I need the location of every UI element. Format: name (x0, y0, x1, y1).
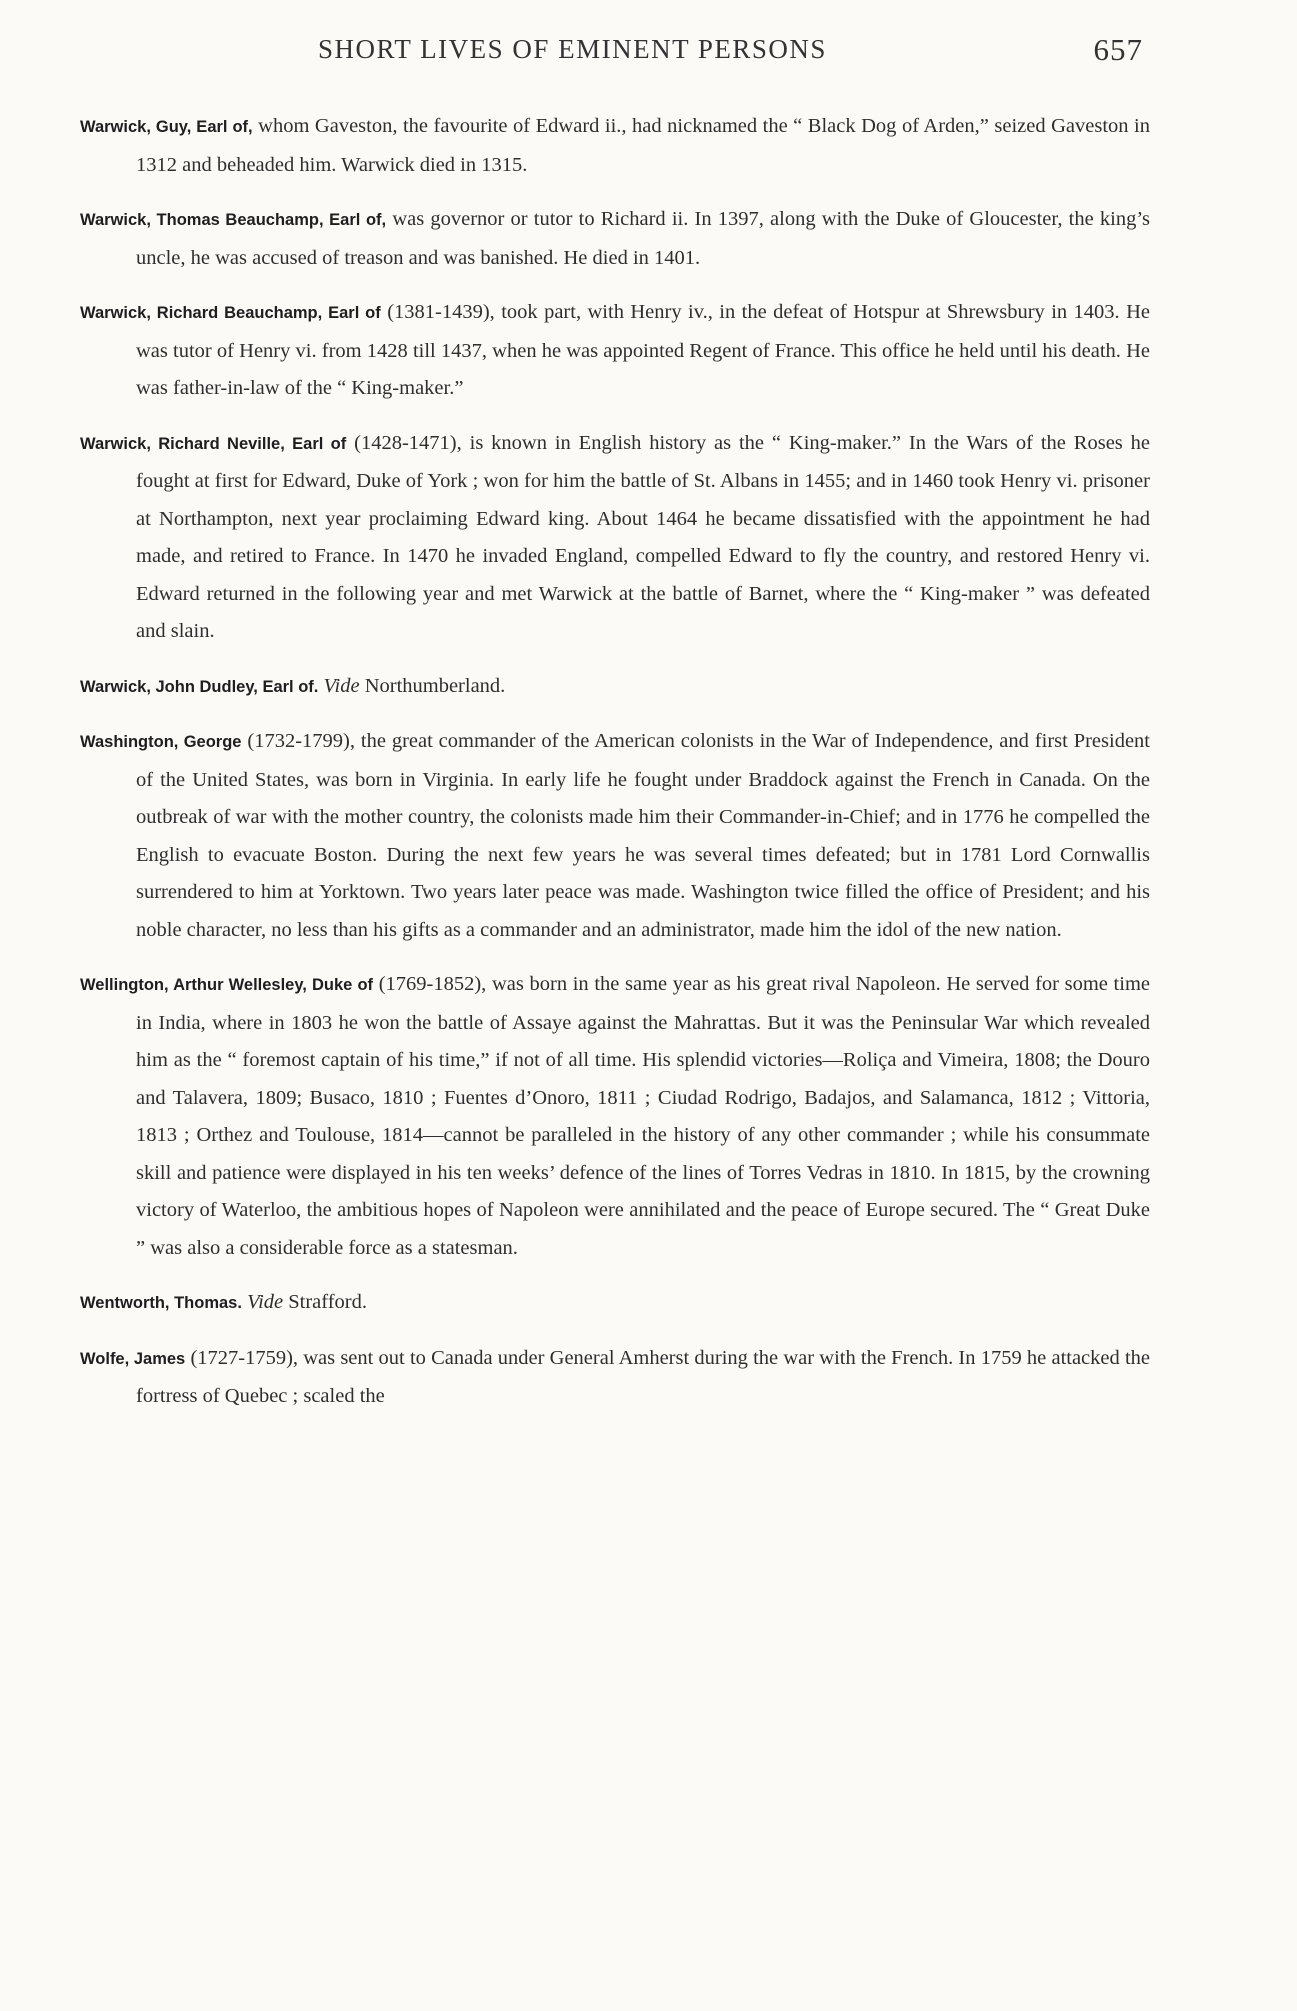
page-number: 657 (1093, 32, 1143, 67)
entry-headword: Warwick, Richard Beauchamp, Earl of (80, 304, 381, 322)
running-head (318, 34, 1143, 74)
entry-text: whom Gaveston, the favourite of Edward ii., had nicknamed the “ Black Dog of Arden,” seized Gaveston in 1312 and beheaded him. Warwick died in 1315. (136, 115, 1150, 176)
entry-headword: Warwick, Richard Neville, Earl of (80, 434, 347, 453)
entry-text: (1769-1852), was born in the same year as his great rival Napoleon. He served for some time in India, where in 1803 he won the battle of Assaye against the Mahrattas. But it was the Peninsular War which revealed him as the “ foremost captain of his time,” if not of all time. His splendid victories—Roliça and Vimeira, 1808; the Douro and Talavera, 1809; Busaco, 1810 ; Fuentes d’Onoro, 1811 ; Ciudad Rodrigo, Badajos, and Salamanca, 1812 ; Vittoria, 1813 ; Orthez and Toulouse, 1814—cannot be paralleled in the history of any other commander ; while his consummate skill and patience were displayed in his ten weeks’ defence of the lines of Torres Vedras in 1810. In 1815, by the crowning victory of Waterloo, the ambitious hopes of Napoleon were annihilated and the peace of Europe secured. The “ Great Duke ” was also a considerable force as a statesman. (136, 973, 1150, 1259)
entry-warwick-thomas-beauchamp (80, 201, 1150, 277)
entry-wolfe-james (80, 1340, 1150, 1416)
entry-wentworth-thomas (80, 1284, 1150, 1323)
entry-text: (1727-1759), was sent out to Canada under General Amherst during the war with the French. In 1759 he attacked the fortress of Quebec ; scaled the (136, 1346, 1150, 1407)
vide-reference: Vide (323, 674, 360, 697)
entry-headword: Warwick, John Dudley, Earl of. (80, 677, 319, 696)
running-title: SHORT LIVES OF EMINENT PERSONS (318, 34, 827, 64)
entry-warwick-richard-neville (80, 425, 1150, 651)
biography-entries (80, 108, 1150, 1433)
entry-warwick-guy (80, 108, 1150, 184)
entry-text: was governor or tutor to Richard ii. In 1397, along with the Duke of Gloucester, the king’s uncle, he was accused of treason and was banished. He died in 1401. (136, 208, 1150, 269)
entry-headword: Washington, George (80, 733, 242, 751)
entry-wellington (80, 966, 1150, 1267)
entry-headword: Warwick, Guy, Earl of, (80, 118, 253, 136)
entry-headword: Wellington, Arthur Wellesley, Duke of (80, 976, 374, 994)
entry-headword: Wentworth, Thomas. (80, 1294, 242, 1312)
entry-warwick-richard-beauchamp (80, 294, 1150, 408)
entry-text: (1381-1439), took part, with Henry iv., in the defeat of Hotspur at Shrewsbury in 1403. He was tutor of Henry vi. from 1428 till 1437, when he was appointed Regent of France. This office he held until his death. He was father-in-law of the “ King-maker.” (136, 301, 1151, 399)
entry-text: (1428-1471), is known in English history as the “ King-maker.” In the Wars of the Roses he fought at first for Edward, Duke of York ; won for him the battle of St. Albans in 1455; and in 1460 took Henry vi. prisoner at Northampton, next year proclaiming Edward king. About 1464 he became dissatisfied with the appointment he had made, and retired to France. In 1470 he invaded England, compelled Edward to fly the country, and restored Henry vi. Edward returned in the following year and met Warwick at the battle of Barnet, where the “ King-maker ” was defeated and slain. (136, 431, 1150, 642)
entry-headword: Warwick, Thomas Beauchamp, Earl of, (80, 211, 387, 229)
entry-warwick-john-dudley (80, 668, 1150, 707)
entry-headword: Wolfe, James (80, 1349, 186, 1368)
entry-washington-george (80, 723, 1150, 949)
entry-text: Strafford. (288, 1291, 368, 1313)
entry-text: Northumberland. (364, 674, 506, 697)
entry-text: (1732-1799), the great commander of the American colonists in the War of Independence, and first President of the United States, was born in Virginia. In early life he fought under Braddock against the French in Canada. On the outbreak of war with the mother country, the colonists made him their Commander-in-Chief; and in 1776 he compelled the English to evacuate Boston. During the next few years he was several times defeated; but in 1781 Lord Cornwallis surrendered to him at Yorktown. Two years later peace was made. Washington twice filled the office of President; and his noble character, no less than his gifts as a commander and an administrator, made him the idol of the new nation. (136, 730, 1150, 941)
vide-reference: Vide (247, 1291, 284, 1313)
